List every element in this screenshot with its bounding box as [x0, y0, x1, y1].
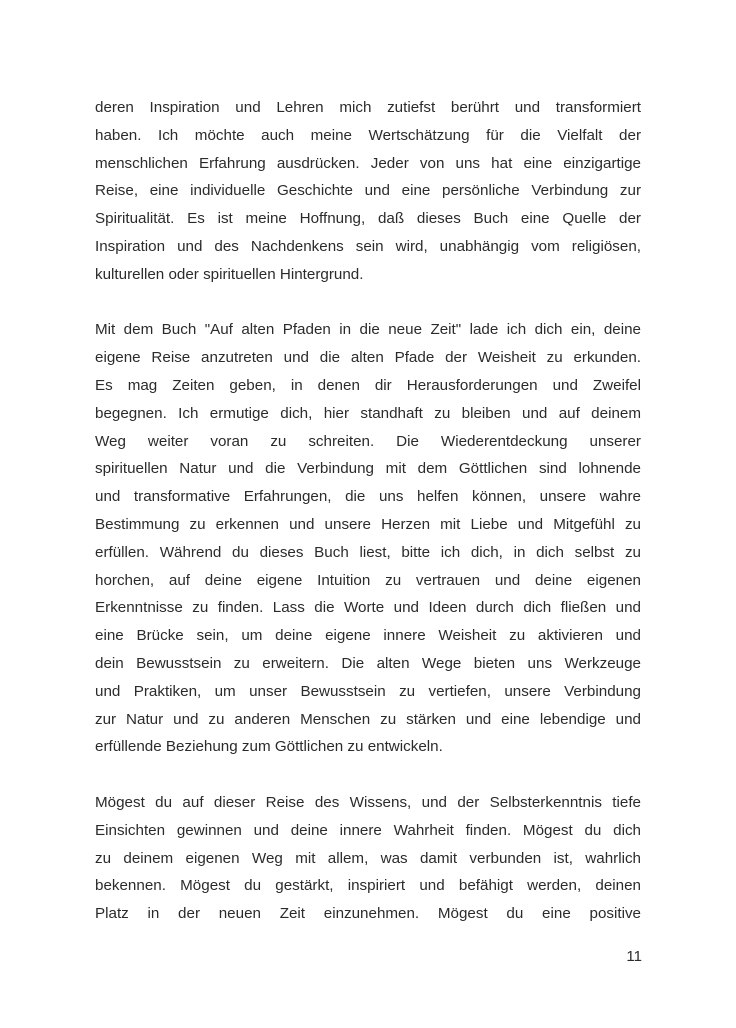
text-line: Einsichten gewinnen und deine innere Wahrheit finden. Mögest du dich [95, 821, 641, 839]
text-line: bekennen. Mögest du gestärkt, inspiriert und befähigt werden, deinen [95, 877, 641, 895]
text-line: und Praktiken, um unser Bewusstsein zu vertiefen, unsere Verbindung [95, 682, 641, 700]
text-line: Bestimmung zu erkennen und unsere Herzen mit Liebe und Mitgefühl zu [95, 515, 641, 533]
text-line: kulturellen oder spirituellen Hintergrund. [95, 265, 364, 283]
page-number: 11 [626, 948, 642, 965]
text-line: und transformative Erfahrungen, die uns helfen können, unsere wahre [95, 488, 641, 506]
paragraph-2 [95, 316, 641, 761]
text-line: Weg weiter voran zu schreiten. Die Wiederentdeckung unserer [95, 432, 641, 450]
text-line: zur Natur und zu anderen Menschen zu stärken und eine lebendige und [95, 710, 641, 728]
text-line: menschlichen Erfahrung ausdrücken. Jeder von uns hat eine einzigartige [95, 154, 641, 172]
text-line: Mögest du auf dieser Reise des Wissens, und der Selbsterkenntnis tiefe [95, 793, 641, 811]
text-line: Erkenntnisse zu finden. Lass die Worte und Ideen durch dich fließen und [95, 599, 641, 617]
text-line: begegnen. Ich ermutige dich, hier standhaft zu bleiben und auf deinem [95, 404, 641, 422]
text-line: eigene Reise anzutreten und die alten Pfade der Weisheit zu erkunden. [95, 349, 641, 367]
text-line: horchen, auf deine eigene Intuition zu vertrauen und deine eigenen [95, 571, 641, 589]
text-line: spirituellen Natur und die Verbindung mit dem Göttlichen sind lohnende [95, 460, 641, 478]
text-line: Mit dem Buch "Auf alten Pfaden in die neue Zeit" lade ich dich ein, deine [95, 321, 641, 339]
text-line: Spiritualität. Es ist meine Hoffnung, daß dieses Buch eine Quelle der [95, 210, 641, 228]
text-line: haben. Ich möchte auch meine Wertschätzung für die Vielfalt der [95, 126, 641, 144]
text-line: zu deinem eigenen Weg mit allem, was damit verbunden ist, wahrlich [95, 849, 641, 867]
text-line: erfüllen. Während du dieses Buch liest, bitte ich dich, in dich selbst zu [95, 543, 641, 561]
text-line: deren Inspiration und Lehren mich zutiefst berührt und transformiert [95, 99, 641, 116]
paragraph-1 [95, 94, 641, 289]
text-line: Es mag Zeiten geben, in denen dir Herausforderungen und Zweifel [95, 376, 641, 394]
text-line: eine Brücke sein, um deine eigene innere Weisheit zu aktivieren und [95, 627, 641, 645]
paragraph-3 [95, 789, 641, 928]
text-line: Reise, eine individuelle Geschichte und eine persönliche Verbindung zur [95, 182, 641, 200]
text-line: erfüllende Beziehung zum Göttlichen zu entwickeln. [95, 738, 443, 756]
body-text [95, 94, 641, 956]
text-line: Platz in der neuen Zeit einzunehmen. Mögest du eine positive [95, 905, 641, 923]
text-line: dein Bewusstsein zu erweitern. Die alten Wege bieten uns Werkzeuge [95, 654, 641, 672]
text-line: Inspiration und des Nachdenkens sein wird, unabhängig vom religiösen, [95, 237, 641, 255]
